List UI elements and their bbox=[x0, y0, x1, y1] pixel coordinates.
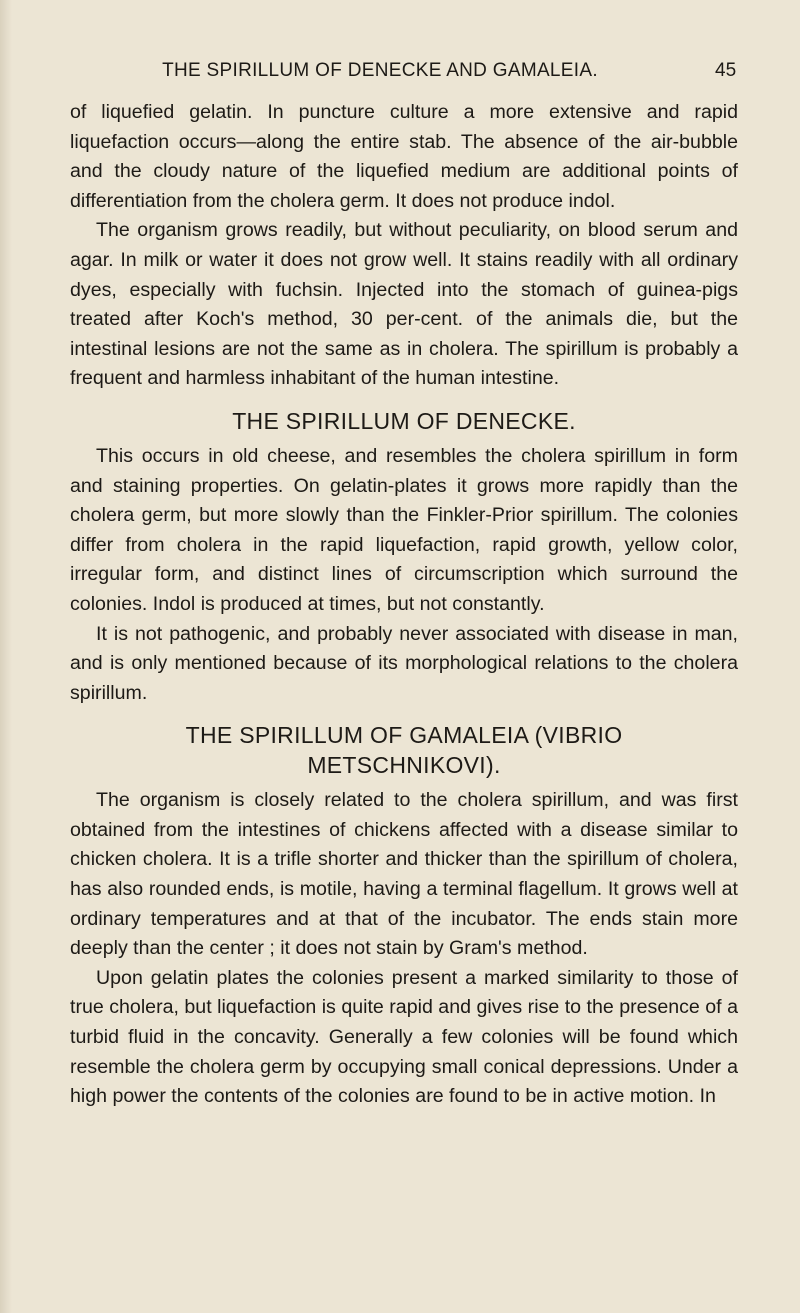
section-heading-line: METSCHNIKOVI). bbox=[307, 752, 501, 779]
running-title: THE SPIRILLUM OF DENECKE AND GAMALEIA. bbox=[162, 60, 598, 81]
page-edge-shadow bbox=[0, 0, 12, 1313]
section-heading-gamaleia bbox=[70, 720, 738, 780]
paragraph: The organism grows readily, but without peculiarity, on blood serum and agar. In milk or water it does not grow well. It stains readily with all ordinary dyes, especially with fuchsin. Injected into the stomach of guinea-pigs treated after Koch's method, 30 per-cent. of the animals die, but the intestinal lesions are not the same as in cholera. The spirillum is probably a frequent and harmless inhabitant of the human intestine. bbox=[70, 219, 738, 390]
section-heading-line: THE SPIRILLUM OF GAMALEIA (VIBRIO bbox=[185, 722, 623, 749]
paragraph: Upon gelatin plates the colonies present a marked similarity to those of true cholera, but liquefaction is quite rapid and gives rise to the presence of a turbid fluid in the concavity. Generally a few colonies will be found which resemble the cholera germ by occupying small conical depressions. Under a high power the contents of the colonies are found to be in active motion. In bbox=[70, 966, 738, 1108]
paragraph: The organism is closely related to the cholera spirillum, and was first obtained from the intestines of chickens affected with a disease similar to chicken cholera. It is a trifle shorter and thicker than the spirillum of cholera, has also rounded ends, is motile, having a terminal flagellum. It grows well at ordinary temperatures and at that of the incubator. The ends stain more deeply than the center ; it does not stain by Gram's method. bbox=[70, 789, 738, 960]
paragraph: This occurs in old cheese, and resembles the cholera spirillum in form and staining properties. On gelatin-plates it grows more rapidly than the cholera germ, but more slowly than the Finkler-Prior spirillum. The colonies differ from cholera in the rapid liquefaction, rapid growth, yellow color, irregular form, and distinct lines of circumscription which surround the colonies. Indol is produced at times, but not constantly. bbox=[70, 444, 738, 615]
paragraph: of liquefied gelatin. In puncture culture a more extensive and rapid liquefaction occurs—along the entire stab. The absence of the air-bubble and the cloudy nature of the liquefied medium are additional points of differentiation from the cholera germ. It does not produce indol. bbox=[70, 101, 738, 212]
section-heading-denecke: THE SPIRILLUM OF DENECKE. bbox=[232, 407, 576, 434]
page-body bbox=[70, 98, 738, 1112]
paragraph: It is not pathogenic, and probably never associated with disease in man, and is only mentioned because of its morphological relations to the cholera spirillum. bbox=[70, 622, 738, 704]
page-number: 45 bbox=[715, 60, 737, 81]
